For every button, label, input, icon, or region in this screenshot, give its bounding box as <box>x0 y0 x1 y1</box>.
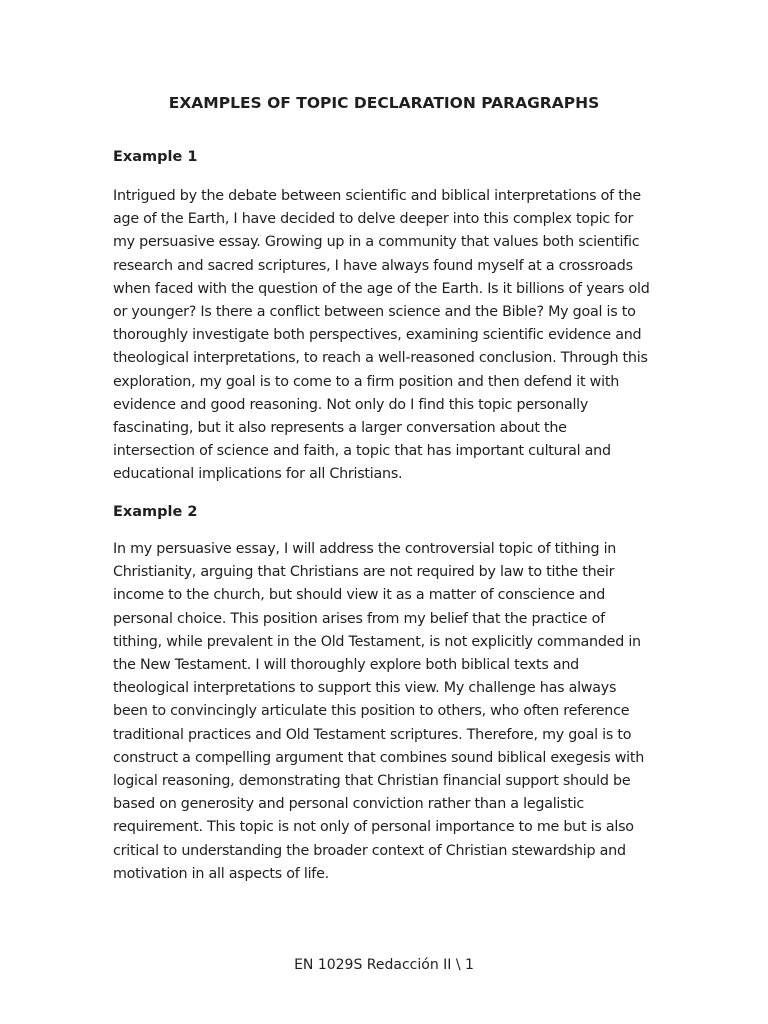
paragraph-line: or younger? Is there a conflict between science and the Bible? My goal is to <box>113 304 636 321</box>
paragraph-line: when faced with the question of the age of the Earth. Is it billions of years old <box>113 280 650 297</box>
paragraph-line: fascinating, but it also represents a larger conversation about the <box>113 420 567 437</box>
paragraph-line: requirement. This topic is not only of personal importance to me but is also <box>113 819 634 836</box>
paragraph-line: educational implications for all Christians. <box>113 466 403 483</box>
paragraph-line: exploration, my goal is to come to a firm position and then defend it with <box>113 373 620 390</box>
paragraph-line: logical reasoning, demonstrating that Christian financial support should be <box>113 773 631 790</box>
example-1-paragraph <box>113 185 661 487</box>
example-2-paragraph <box>113 538 661 886</box>
paragraph-line: motivation in all aspects of life. <box>113 865 329 882</box>
paragraph-line: traditional practices and Old Testament scriptures. Therefore, my goal is to <box>113 726 632 743</box>
paragraph-line: critical to understanding the broader context of Christian stewardship and <box>113 842 626 859</box>
paragraph-line: age of the Earth, I have decided to delve deeper into this complex topic for <box>113 211 634 228</box>
example-1-heading: Example 1 <box>113 149 198 165</box>
paragraph-line: the New Testament. I will thoroughly explore both biblical texts and <box>113 657 579 674</box>
document-title: EXAMPLES OF TOPIC DECLARATION PARAGRAPHS <box>168 94 600 112</box>
paragraph-line: thoroughly investigate both perspectives, examining scientific evidence and <box>113 327 642 344</box>
paragraph-line: construct a compelling argument that combines sound biblical exegesis with <box>113 749 645 766</box>
paragraph-line: income to the church, but should view it as a matter of conscience and <box>113 587 606 604</box>
paragraph-line: tithing, while prevalent in the Old Testament, is not explicitly commanded in <box>113 633 641 650</box>
paragraph-line: Intrigued by the debate between scientific and biblical interpretations of the <box>113 188 641 204</box>
example-2-heading: Example 2 <box>113 504 198 520</box>
paragraph-line: based on generosity and personal conviction rather than a legalistic <box>113 796 585 813</box>
paragraph-line: theological interpretations to support this view. My challenge has always <box>113 680 617 697</box>
paragraph-line: my persuasive essay. Growing up in a community that values both scientific <box>113 234 640 251</box>
paragraph-line: Christianity, arguing that Christians are not required by law to tithe their <box>113 564 615 581</box>
page-footer: EN 1029S Redacción II \ 1 <box>294 957 474 973</box>
paragraph-line: personal choice. This position arises from my belief that the practice of <box>113 610 605 627</box>
paragraph-line: intersection of science and faith, a topic that has important cultural and <box>113 443 611 460</box>
paragraph-line: been to convincingly articulate this position to others, who often reference <box>113 703 630 720</box>
paragraph-line: In my persuasive essay, I will address the controversial topic of tithing in <box>113 541 617 557</box>
paragraph-line: research and sacred scriptures, I have always found myself at a crossroads <box>113 257 633 274</box>
paragraph-line: theological interpretations, to reach a well-reasoned conclusion. Through this <box>113 350 648 367</box>
paragraph-line: evidence and good reasoning. Not only do I find this topic personally <box>113 396 589 413</box>
